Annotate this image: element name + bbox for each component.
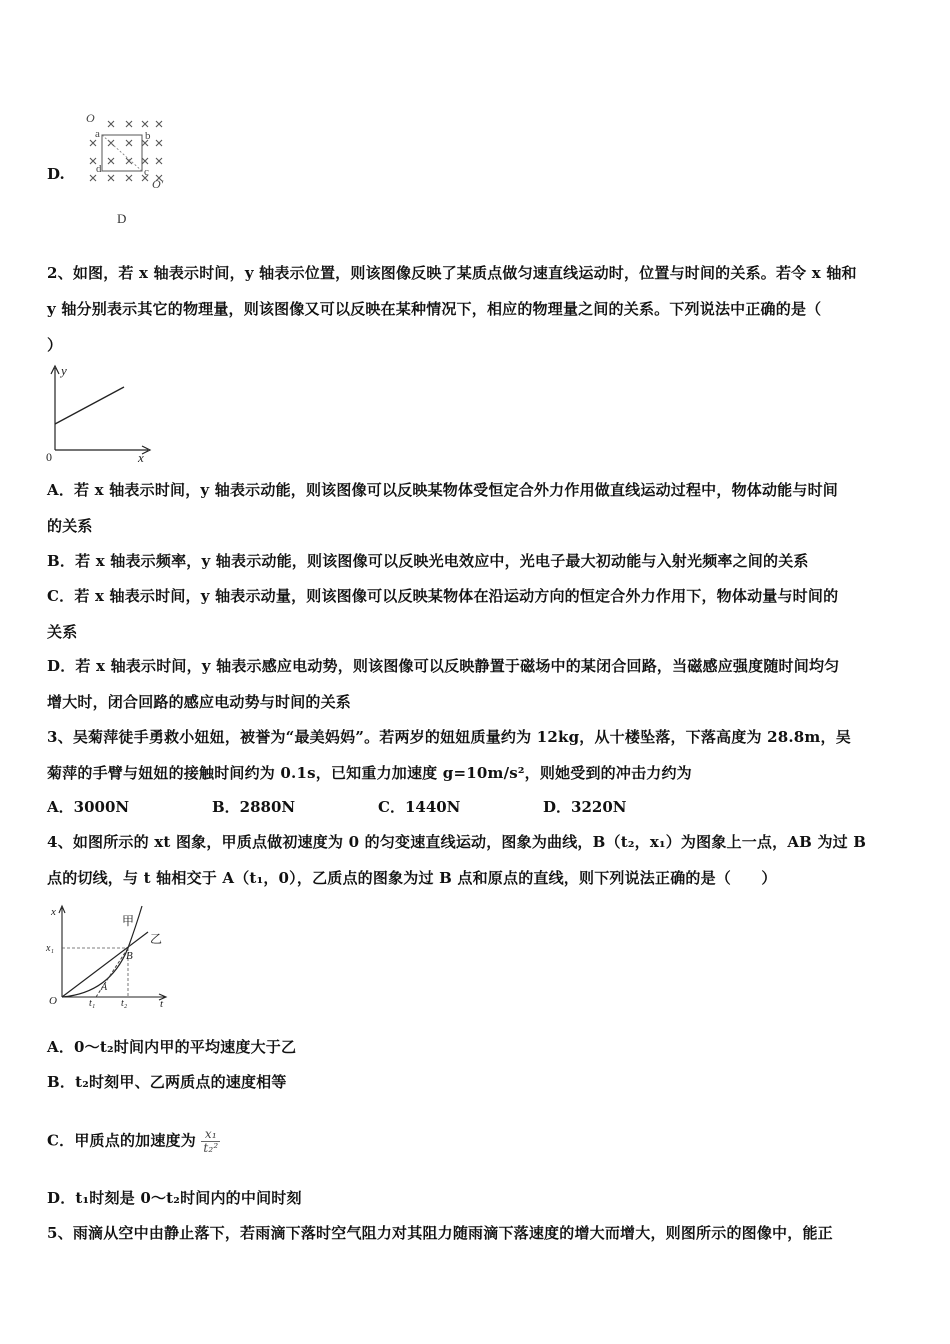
q2-option-c-line1: C．若 x 轴表示时间，y 轴表示动量，则该图像可以反映某物体在沿运动方向的恒定合外力作用下，物体动量与时间的 [47,587,839,605]
label-origin: O [49,995,57,1007]
q2-option-c-line2: 关系 [47,623,78,641]
q2-option-d-line2: 增大时，闭合回路的感应电动势与时间的关系 [47,693,352,711]
q2-option-a-line2: 的关系 [47,517,93,535]
label-o-top: O [86,112,95,125]
q1-field-figure [82,112,177,197]
label-yi: 乙 [150,932,163,946]
q3-stem-line1: 3、吴菊萍徒手勇救小妞妞，被誉为“最美妈妈”。若两岁的妞妞质量约为 12kg，从十楼坠落，下落高度为 28.8m，吴 [47,728,851,746]
fraction-denominator: t₂² [203,1141,219,1155]
label-a: A [101,982,108,993]
label-y: y [61,363,67,378]
label-origin: 0 [46,450,52,464]
axis-dashed-line [102,135,142,171]
q1-option-d-label: D. [47,165,65,183]
q3-option-c: C．1440N [378,798,461,816]
label-t2: t₂ [121,998,128,1009]
label-o-bottom: O′ [152,177,164,191]
q4-stem-line1: 4、如图所示的 xt 图象，甲质点做初速度为 0 的匀变速直线运动，图象为曲线，B（t₂，x₁）为图象上一点，AB 为过 B [47,833,867,851]
label-x: x [138,450,144,465]
q3-option-d: D．3220N [543,798,627,816]
q3-option-a: A．3000N [47,798,130,816]
q2-stem-line1: 2、如图，若 x 轴表示时间，y 轴表示位置，则该图像反映了某质点做匀速直线运动时，位置与时间的关系。若令 x 轴和 [47,264,857,282]
label-jia: 甲 [122,914,135,928]
q4-option-c [47,1128,220,1155]
q1-figure-caption: D [117,211,127,226]
q2-option-d-line1: D．若 x 轴表示时间，y 轴表示感应电动势，则该图像可以反映静置于磁场中的某闭合回路，当磁感应强度随时间均匀 [47,657,840,675]
label-d: d [96,163,102,175]
label-b: B [126,950,133,962]
q4-option-c-fraction [201,1128,220,1155]
q5-stem-line1: 5、雨滴从空中由静止落下，若雨滴下落时空气阻力对其阻力随雨滴下落速度的增大而增大，则图所示的图像中，能正 [47,1224,833,1242]
q4-xt-graph [40,898,175,1013]
q4-option-b: B．t₂时刻甲、乙两质点的速度相等 [47,1073,287,1091]
fraction-numerator: x₁ [201,1128,220,1142]
label-a: a [95,128,100,140]
q4-option-a: A．0～t₂时间内甲的平均速度大于乙 [47,1038,297,1056]
q2-option-b: B．若 x 轴表示频率，y 轴表示动能，则该图像可以反映光电效应中，光电子最大初动能与入射光频率之间的关系 [47,552,809,570]
label-b: b [145,130,151,142]
q2-stem-line3: ） [47,336,63,354]
q2-linear-graph [40,360,160,465]
q4-option-c-text: C．甲质点的加速度为 [47,1131,196,1150]
label-t1: t₁ [89,998,96,1009]
label-x1: x₁ [46,943,54,954]
q3-stem-line2: 菊萍的手臂与妞妞的接触时间约为 0.1s，已知重力加速度 g=10m/s²，则她受到的冲击力约为 [47,764,692,782]
label-c: c [144,166,149,178]
q4-stem-line2: 点的切线，与 t 轴相交于 A（t₁，0），乙质点的图象为过 B 点和原点的直线，则下列说法正确的是（ ） [47,869,777,887]
label-x: x [51,906,56,918]
q2-stem-line2: y 轴分别表示其它的物理量，则该图像又可以反映在某种情况下，相应的物理量之间的关系。下列说法中正确的是（ [47,300,822,318]
q3-option-b: B．2880N [212,798,296,816]
q2-option-a-line1: A．若 x 轴表示时间，y 轴表示动能，则该图像可以反映某物体受恒定合外力作用做直线运动过程中，物体动能与时间 [47,481,838,499]
label-t: t [160,998,164,1010]
q4-option-d: D．t₁时刻是 0～t₂时间内的中间时刻 [47,1189,302,1207]
graph-line [55,387,124,424]
